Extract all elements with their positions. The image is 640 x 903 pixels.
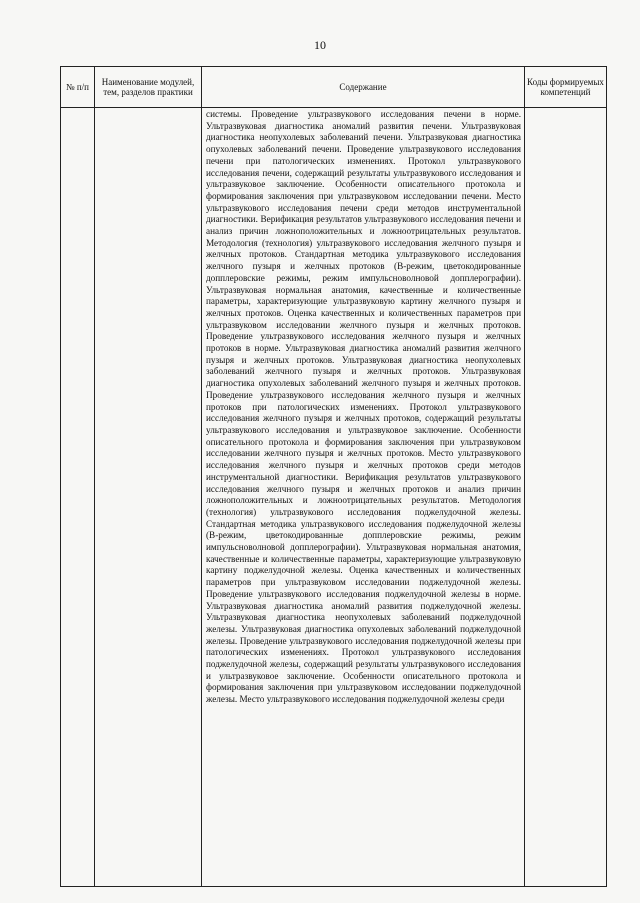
header-name: Наименование модулей, тем, разделов практики (95, 67, 202, 108)
content-text: системы. Проведение ультразвукового исследования печени в норме. Ультразвуковая диагностика аномалий развития печени. Ультразвуковая диагностика неопухолевых заболеваний печени. Ультразвуковая диагностика опухолевых заболеваний печени. Проведение ультразвукового исследования печени при патологических изменениях. Протокол ультразвукового исследования печени, содержащий результаты ультразвукового исследования и ультразвуковое заключение. Особенности описательного протокола и формирования заключения при ультразвуковом исследовании печени. Место ультразвукового исследования печени среди методов инструментальной диагностики. Верификация результатов ультразвукового исследования печени и анализ причин ложноположительных и ложноотрицательных результатов. Методология (технология) ультразвукового исследования желчного пузыря и желчных протоков. Стандартная методика ультразвукового исследования желчного пузыря и желчных протоков (В-режим, цветокодированные допплеровские режимы, режим импульсноволновой допплерографии). Ультразвуковая нормальная анатомия, качественные и количественные параметры, характеризующие ультразвуковую картину желчного пузыря и желчных протоков. Оценка качественных и количественных параметров при ультразвуковом исследовании желчного пузыря и желчных протоков. Проведение ультразвукового исследования желчного пузыря и желчных протоков в норме. Ультразвуковая диагностика аномалий развития желчного пузыря и желчных протоков. Ультразвуковая диагностика неопухолевых заболеваний желчного пузыря и желчных протоков. Ультразвуковая диагностика опухолевых заболеваний желчного пузыря и желчных протоков. Проведение ультразвукового исследования желчного пузыря и желчных протоков при патологических изменениях. Протокол ультразвукового исследования желчного пузыря и желчных протоков, содержащий результаты ультразвукового исследования и ультразвуковое заключение. Особенности описательного протокола и формирования заключения при ультразвуковом исследовании желчного пузыря и желчных протоков. Место ультразвукового исследования желчного пузыря и желчных протоков среди методов инструментальной диагностики. Верификация результатов ультразвукового исследования желчного пузыря и желчных протоков и анализ причин ложноположительных и ложноотрицательных результатов. Методология (технология) ультразвукового исследования поджелудочной железы. Стандартная методика ультразвукового исследования поджелудочной железы (В-режим, цветокодированные допплеровские режимы, режим импульсноволновой допплерографии). Ультразвуковая нормальная анатомия, качественные и количественные параметры, характеризующие ультразвуковую картину поджелудочной железы. Оценка качественных и количественных параметров при ультразвуковом исследовании поджелудочной железы. Проведение ультразвукового исследования поджелудочной железы в норме. Ультразвуковая диагностика аномалий развития поджелудочной железы. Ультразвуковая диагностика неопухолевых заболеваний поджелудочной железы. Ультразвуковая диагностика опухолевых заболеваний поджелудочной железы. Проведение ультразвукового исследования поджелудочной железы при патологических изменениях. Протокол ультразвукового исследования поджелудочной железы, содержащий результаты ультразвукового исследования и ультразвуковое заключение. Особенности описательного протокола и формирования заключения при ультразвуковом исследовании поджелудочной железы. Место ультразвукового исследования поджелудочной железы среди (206, 109, 521, 705)
curriculum-table (60, 66, 607, 887)
header-num: № п/п (61, 67, 95, 108)
row-content-cell (202, 108, 525, 887)
row-codes-cell (525, 108, 607, 887)
table-row (61, 108, 607, 887)
table-header-row (61, 67, 607, 108)
row-name-cell (95, 108, 202, 887)
header-codes: Коды формируемых компетенций (525, 67, 607, 108)
page-number: 10 (314, 38, 326, 52)
header-content: Содержание (202, 67, 525, 108)
row-num-cell (61, 108, 95, 887)
